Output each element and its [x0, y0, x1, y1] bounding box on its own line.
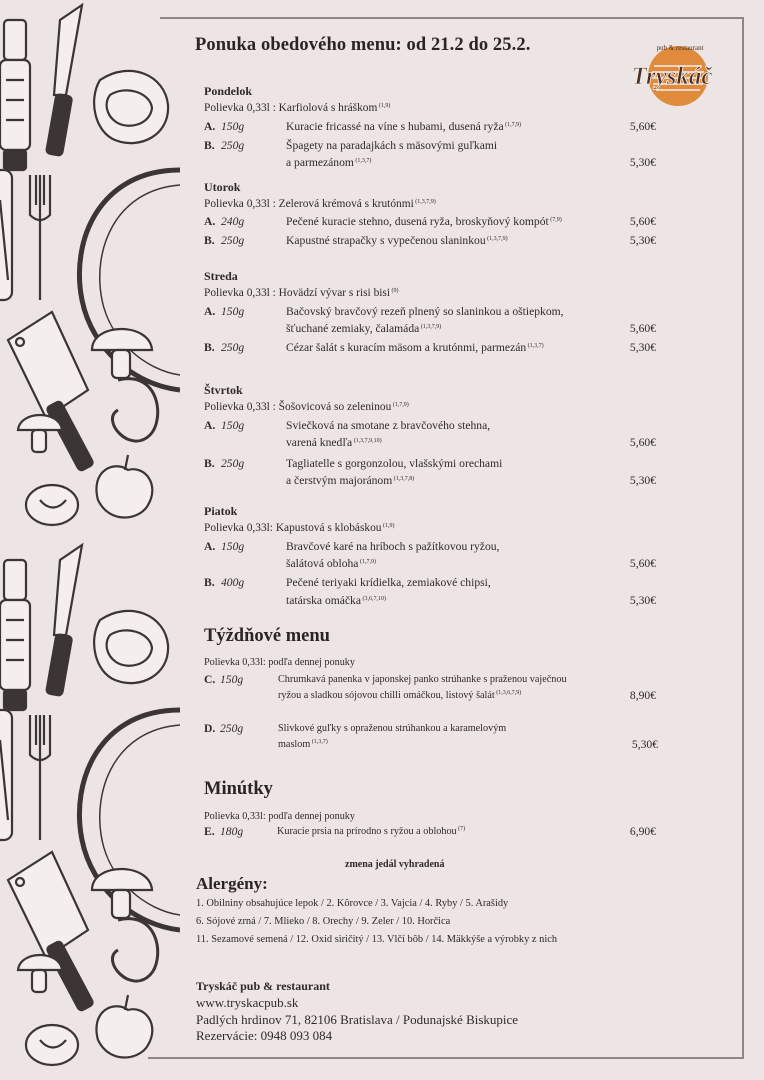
item-description: tatárska omáčka $^{(3,6,7,10)}$	[286, 594, 386, 607]
day-heading: Štvrtok	[204, 383, 243, 397]
item-weight: 150g	[221, 305, 245, 318]
allergen-line: 6. Sójové zrná / 7. Mlieko / 8. Orechy / 9. Zeler / 10. Horčica	[196, 916, 451, 927]
item-description: varená knedľa $^{(1,3,7,9,10)}$	[286, 436, 382, 449]
kitchen-knife-icon	[46, 5, 82, 156]
item-description: a parmezánom $^{(1,3,7)}$	[286, 156, 372, 169]
weekly-item-description: Chrumkavá panenka v japonskej panko strúhanke s praženou vaječnou	[278, 674, 567, 685]
weekly-item-price: 8,90€	[629, 689, 656, 702]
minutky-item-description: Kuracie prsia na prírodno s ryžou a oblohou $^{(7)}$	[277, 826, 466, 837]
logo-text: Tryskáč	[631, 63, 713, 90]
item-weight: 250g	[221, 139, 245, 152]
weekly-heading: Týždňové menu	[204, 626, 330, 646]
item-code: B.	[204, 341, 215, 354]
soup-line: Polievka 0,33l : Šošovicová so zeleninou $^{(1,7,9)}$	[204, 401, 409, 413]
item-description: Sviečková na smotane z bravčového stehna,	[286, 419, 491, 432]
item-price: 5,60€	[629, 120, 656, 133]
minutky-item-weight: 180g	[220, 825, 244, 838]
item-price: 5,60€	[629, 436, 656, 449]
day-heading: Utorok	[204, 180, 241, 194]
item-weight: 250g	[221, 457, 245, 470]
weekly-item-description: Slivkové guľky s opraženou strúhankou a karamelovým	[278, 723, 507, 734]
item-code: A.	[204, 305, 216, 318]
minutky-item-price: 6,90€	[629, 825, 656, 838]
item-weight: 150g	[221, 419, 245, 432]
item-description: Pečené teriyaki krídielka, zemiakové chipsi,	[286, 576, 491, 589]
allergen-line: 11. Sezamové semená / 12. Oxid siričitý / 13. Vlčí bôb / 14. Mäkkýše a výrobky z nich	[196, 934, 558, 945]
item-code: B.	[204, 576, 215, 589]
minutky-soup: Polievka 0,33l: podľa dennej ponuky	[204, 811, 355, 822]
footer-address: Padlých hrdinov 71, 82106 Bratislava / Podunajské Biskupice	[196, 1012, 519, 1027]
item-code: A.	[204, 419, 216, 432]
item-price: 5,60€	[629, 215, 656, 228]
mushroom-small-icon	[18, 415, 62, 452]
item-price: 5,30€	[629, 594, 656, 607]
item-code: B.	[204, 139, 215, 152]
item-code: A.	[204, 120, 216, 133]
soup-line: Polievka 0,33l : Karfiolová s hráškom $^{(1,9)}$	[204, 102, 391, 114]
logo-tagline: pub & restaurant	[656, 44, 704, 52]
sausage-icon	[112, 379, 157, 441]
item-weight: 400g	[221, 576, 245, 589]
soup-line: Polievka 0,33l : Zelerová krémová s krutónmi $^{(1,3,7,9)}$	[204, 198, 436, 210]
allergens-heading: Alergény:	[196, 874, 268, 893]
item-description: Kapustné strapačky s vypečenou slaninkou $^{(1,3,7,9)}$	[286, 234, 508, 247]
footer-name: Tryskáč pub & restaurant	[196, 979, 330, 993]
item-code: B.	[204, 234, 215, 247]
weekly-item-description: maslom $^{(1,3,7)}$	[278, 739, 328, 750]
item-weight: 250g	[221, 234, 245, 247]
item-price: 5,30€	[629, 234, 656, 247]
item-price: 5,60€	[629, 322, 656, 335]
weekly-item-weight: 250g	[220, 722, 244, 735]
frame-bottom-line	[148, 1057, 744, 1059]
weekly-item-price: 5,30€	[631, 738, 658, 751]
day-heading: Pondelok	[204, 84, 253, 98]
item-description: Špagety na paradajkách s mäsovými guľkami	[286, 139, 498, 152]
item-description: a čerstvým majoránom $^{(1,3,7,8)}$	[286, 474, 415, 487]
minutky-heading: Minútky	[204, 779, 273, 799]
item-weight: 240g	[221, 215, 245, 228]
soup-line: Polievka 0,33l: Kapustová s klobáskou $^{(1,9)}$	[204, 522, 395, 534]
frame-right-line	[742, 17, 744, 1059]
weekly-item-description: ryžou a sladkou sójovou chilli omáčkou, listový šalát $^{(1,3,6,7,9)}$	[278, 690, 522, 701]
cleaver-icon	[8, 312, 94, 472]
day-heading: Streda	[204, 269, 238, 283]
weekly-soup: Polievka 0,33l: podľa dennej ponuky	[204, 657, 355, 668]
footer-web: www.tryskacpub.sk	[196, 995, 299, 1010]
footer-phone: Rezervácie: 0948 093 084	[196, 1028, 333, 1043]
fork-icon	[30, 175, 50, 300]
weekly-item-weight: 150g	[220, 673, 244, 686]
allergen-line: 1. Obilniny obsahujúce lepok / 2. Kôrovce / 3. Vajcia / 4. Ryby / 5. Arašidy	[196, 898, 509, 909]
kitchen-illustration-strip	[0, 0, 180, 1080]
item-description: Pečené kuracie stehno, dusená ryža, broskyňový kompót $^{(7,9)}$	[286, 215, 562, 228]
item-price: 5,30€	[629, 341, 656, 354]
item-description: Kuracie fricassé na víne s hubami, dusená ryža $^{(1,7,9)}$	[286, 120, 522, 133]
tryskac-logo	[620, 38, 724, 108]
item-price: 5,60€	[629, 557, 656, 570]
item-code: A.	[204, 215, 216, 228]
frame-top-line	[160, 17, 744, 19]
item-weight: 250g	[221, 341, 245, 354]
soup-line: Polievka 0,33l : Hovädzí vývar s risi bisi $^{(9)}$	[204, 287, 399, 299]
page-title: Ponuka obedového menu: od 21.2 do 25.2.	[195, 35, 531, 55]
item-description: Tagliatelle s gorgonzolou, vlašskými orechami	[286, 457, 503, 470]
onion-icon	[26, 485, 78, 525]
item-price: 5,30€	[629, 156, 656, 169]
item-description: šťuchané zemiaky, čalamáda $^{(1,3,7,9)}$	[286, 322, 442, 335]
minutky-item-code: E.	[204, 825, 215, 838]
mushroom-icon	[92, 329, 152, 378]
item-weight: 150g	[221, 120, 245, 133]
day-heading: Piatok	[204, 504, 238, 518]
pepper-mill-icon	[0, 20, 30, 170]
item-code: B.	[204, 457, 215, 470]
item-description: Bačovský bravčový rezeň plnený so slaninkou a oštiepkom,	[286, 305, 564, 318]
item-price: 5,30€	[629, 474, 656, 487]
item-description: Bravčové karé na hríboch s pažítkovou ryžou,	[286, 540, 500, 553]
weekly-item-code: D.	[204, 722, 216, 735]
item-weight: 150g	[221, 540, 245, 553]
weekly-item-code: C.	[204, 673, 216, 686]
item-description: Cézar šalát s kuracím mäsom a krutónmi, parmezán $^{(1,3,7)}$	[286, 341, 544, 354]
spatula-icon	[0, 170, 12, 300]
item-code: A.	[204, 540, 216, 553]
steak-icon	[94, 71, 168, 143]
item-description: šalátová obloha $^{(1,7,9)}$	[286, 557, 376, 570]
bell-pepper-icon	[96, 455, 152, 518]
menu-change-note: zmena jedál vyhradená	[345, 859, 445, 870]
